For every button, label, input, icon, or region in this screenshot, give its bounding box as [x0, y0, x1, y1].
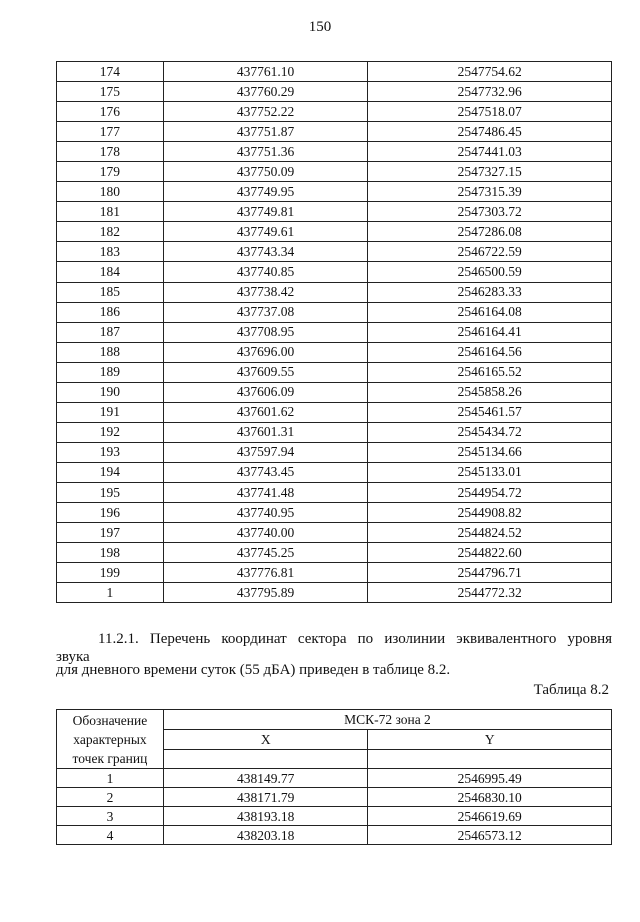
point-number-cell: 188	[57, 342, 164, 362]
coord-x-cell: 437761.10	[163, 62, 368, 82]
coord-x-cell: 437743.34	[163, 242, 368, 262]
coord-y-cell: 2546164.56	[368, 342, 612, 362]
table-row	[57, 122, 612, 142]
coord-y-cell: 2544796.71	[368, 563, 612, 583]
table-row	[57, 82, 612, 102]
coord-x-cell: 437749.81	[163, 202, 368, 222]
point-number-cell: 185	[57, 282, 164, 302]
table-row	[57, 242, 612, 262]
point-number-cell: 190	[57, 382, 164, 402]
point-number-cell: 197	[57, 523, 164, 543]
table-row	[57, 422, 612, 442]
point-number-cell: 174	[57, 62, 164, 82]
coord-y-cell: 2547441.03	[368, 142, 612, 162]
point-number-cell: 3	[57, 807, 164, 826]
coord-x-cell: 437740.85	[163, 262, 368, 282]
coord-y-cell: 2546164.08	[368, 302, 612, 322]
point-number-cell: 187	[57, 322, 164, 342]
coord-y-cell: 2547732.96	[368, 82, 612, 102]
table-row	[57, 826, 612, 845]
table-row	[57, 222, 612, 242]
header-y-spacer	[368, 750, 612, 769]
table-row	[57, 162, 612, 182]
point-number-cell: 178	[57, 142, 164, 162]
header-point-label: Обозначение характерных точек границ	[57, 710, 164, 769]
coord-x-cell: 437749.95	[163, 182, 368, 202]
coord-y-cell: 2546164.41	[368, 322, 612, 342]
point-number-cell: 196	[57, 503, 164, 523]
coord-x-cell: 438193.18	[163, 807, 368, 826]
table-row	[57, 322, 612, 342]
table-row	[57, 563, 612, 583]
coord-x-cell: 437752.22	[163, 102, 368, 122]
table-row	[57, 583, 612, 603]
coord-y-cell: 2546283.33	[368, 282, 612, 302]
coord-y-cell: 2545434.72	[368, 422, 612, 442]
table-row	[57, 382, 612, 402]
point-number-cell: 177	[57, 122, 164, 142]
point-number-cell: 2	[57, 788, 164, 807]
coord-y-cell: 2546830.10	[368, 788, 612, 807]
point-number-cell: 186	[57, 302, 164, 322]
coordinates-table-body	[57, 62, 612, 603]
coord-y-cell: 2547754.62	[368, 62, 612, 82]
coord-x-cell: 437741.48	[163, 482, 368, 502]
coord-y-cell: 2544822.60	[368, 543, 612, 563]
coord-x-cell: 437738.42	[163, 282, 368, 302]
coord-x-cell: 438203.18	[163, 826, 368, 845]
table-row	[57, 769, 612, 788]
coord-x-cell: 437745.25	[163, 543, 368, 563]
table-row	[57, 523, 612, 543]
coord-y-cell: 2544954.72	[368, 482, 612, 502]
coord-x-cell: 437740.95	[163, 503, 368, 523]
coord-x-cell: 437597.94	[163, 442, 368, 462]
coord-y-cell: 2544824.52	[368, 523, 612, 543]
coord-x-cell: 437751.36	[163, 142, 368, 162]
coord-y-cell: 2546500.59	[368, 262, 612, 282]
table-row	[57, 543, 612, 563]
table-row	[57, 62, 612, 82]
point-number-cell: 182	[57, 222, 164, 242]
table-row	[57, 482, 612, 502]
coord-y-cell: 2547315.39	[368, 182, 612, 202]
coord-x-cell: 437601.62	[163, 402, 368, 422]
point-number-cell: 191	[57, 402, 164, 422]
point-number-cell: 198	[57, 543, 164, 563]
coord-x-cell: 437740.00	[163, 523, 368, 543]
coord-x-cell: 437743.45	[163, 462, 368, 482]
table-row	[57, 503, 612, 523]
header-x-spacer	[163, 750, 368, 769]
coord-x-cell: 437708.95	[163, 322, 368, 342]
table-8-2	[56, 709, 612, 845]
table-row	[57, 442, 612, 462]
point-number-cell: 192	[57, 422, 164, 442]
point-number-cell: 199	[57, 563, 164, 583]
coord-x-cell: 438171.79	[163, 788, 368, 807]
table-row	[57, 788, 612, 807]
coord-y-cell: 2545133.01	[368, 462, 612, 482]
coord-x-cell: 437737.08	[163, 302, 368, 322]
point-number-cell: 195	[57, 482, 164, 502]
table-row	[57, 142, 612, 162]
table-row	[57, 807, 612, 826]
point-number-cell: 189	[57, 362, 164, 382]
point-number-cell: 1	[57, 583, 164, 603]
header-coordinate-system: МСК-72 зона 2	[163, 710, 611, 730]
table-row	[57, 342, 612, 362]
table-row	[57, 462, 612, 482]
coord-x-cell: 437760.29	[163, 82, 368, 102]
table-row	[57, 362, 612, 382]
point-number-cell: 1	[57, 769, 164, 788]
coord-y-cell: 2545134.66	[368, 442, 612, 462]
paragraph-line-1: 11.2.1. Перечень координат сектора по изолинии эквивалентного уровня звука	[56, 631, 612, 665]
table-row	[57, 282, 612, 302]
table-row	[57, 202, 612, 222]
paragraph-line-2: для дневного времени суток (55 дБА) приведен в таблице 8.2.	[56, 662, 451, 678]
table-8-2-header	[57, 710, 612, 769]
point-number-cell: 183	[57, 242, 164, 262]
coord-x-cell: 437609.55	[163, 362, 368, 382]
header-x: X	[163, 730, 368, 750]
coordinates-table-continued	[56, 61, 612, 603]
table-row	[57, 262, 612, 282]
coord-y-cell: 2546573.12	[368, 826, 612, 845]
coord-x-cell: 437601.31	[163, 422, 368, 442]
point-number-cell: 180	[57, 182, 164, 202]
header-y: Y	[368, 730, 612, 750]
coord-x-cell: 437795.89	[163, 583, 368, 603]
coord-x-cell: 437776.81	[163, 563, 368, 583]
coord-y-cell: 2545461.57	[368, 402, 612, 422]
table-8-2-title: Таблица 8.2	[533, 682, 609, 698]
coord-y-cell: 2546619.69	[368, 807, 612, 826]
point-number-cell: 194	[57, 462, 164, 482]
coord-y-cell: 2547286.08	[368, 222, 612, 242]
table-row	[57, 182, 612, 202]
point-number-cell: 193	[57, 442, 164, 462]
point-number-cell: 176	[57, 102, 164, 122]
coord-x-cell: 437751.87	[163, 122, 368, 142]
point-number-cell: 184	[57, 262, 164, 282]
table-row	[57, 402, 612, 422]
table-row	[57, 102, 612, 122]
coord-y-cell: 2544908.82	[368, 503, 612, 523]
point-number-cell: 175	[57, 82, 164, 102]
table-row	[57, 302, 612, 322]
point-number-cell: 181	[57, 202, 164, 222]
coord-y-cell: 2546165.52	[368, 362, 612, 382]
coord-x-cell: 437696.00	[163, 342, 368, 362]
coord-x-cell: 438149.77	[163, 769, 368, 788]
point-number-cell: 179	[57, 162, 164, 182]
coord-y-cell: 2544772.32	[368, 583, 612, 603]
coord-x-cell: 437750.09	[163, 162, 368, 182]
coord-x-cell: 437749.61	[163, 222, 368, 242]
coord-y-cell: 2545858.26	[368, 382, 612, 402]
coord-x-cell: 437606.09	[163, 382, 368, 402]
page-number: 150	[308, 19, 332, 35]
point-number-cell: 4	[57, 826, 164, 845]
table-8-2-body	[57, 769, 612, 845]
coord-y-cell: 2546722.59	[368, 242, 612, 262]
coord-y-cell: 2547486.45	[368, 122, 612, 142]
coord-y-cell: 2547303.72	[368, 202, 612, 222]
coord-y-cell: 2546995.49	[368, 769, 612, 788]
coord-y-cell: 2547518.07	[368, 102, 612, 122]
coord-y-cell: 2547327.15	[368, 162, 612, 182]
